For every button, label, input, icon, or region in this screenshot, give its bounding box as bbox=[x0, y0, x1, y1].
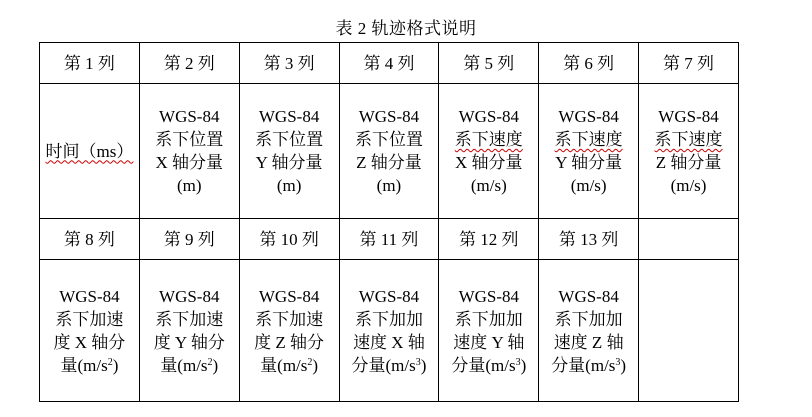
description-cell bbox=[40, 84, 140, 219]
description-cell bbox=[239, 84, 339, 219]
unit-text: 分量(m/s bbox=[551, 355, 616, 375]
cell-line: (m/s) bbox=[570, 176, 607, 195]
cell-line: X 轴分量 bbox=[155, 153, 224, 172]
description-cell bbox=[439, 84, 539, 219]
description-cell bbox=[139, 84, 239, 219]
header-row-1 bbox=[40, 43, 739, 84]
cell-line: 系下加速 bbox=[155, 309, 224, 329]
cell-line: WGS-84 bbox=[258, 286, 320, 306]
cell-line: (m) bbox=[276, 176, 302, 195]
cell-line: 系下速度 bbox=[554, 130, 623, 149]
cell-line: Y 轴分量 bbox=[255, 153, 323, 172]
cell-line bbox=[441, 354, 536, 377]
cell-line bbox=[142, 354, 237, 377]
column-header: 第 2 列 bbox=[139, 43, 239, 84]
description-cell bbox=[40, 260, 140, 402]
cell-line: 系下加加 bbox=[354, 309, 423, 329]
cell-line: 系下位置 bbox=[354, 130, 423, 149]
cell-line: 系下位置 bbox=[155, 130, 224, 149]
cell-line: 系下加加 bbox=[454, 309, 523, 329]
cell-line: WGS-84 bbox=[458, 107, 520, 126]
column-header: 第 7 列 bbox=[639, 43, 739, 84]
description-row-2 bbox=[40, 260, 739, 402]
column-header: 第 12 列 bbox=[439, 219, 539, 260]
trajectory-format-table bbox=[39, 42, 739, 402]
unit-text: 量(m/s bbox=[260, 355, 308, 375]
cell-line: 系下速度 bbox=[454, 130, 523, 149]
cell-line: 时间（ms） bbox=[45, 141, 134, 161]
description-cell bbox=[439, 260, 539, 402]
cell-line: WGS-84 bbox=[258, 107, 320, 126]
column-header: 第 10 列 bbox=[239, 219, 339, 260]
unit-text: 分量(m/s bbox=[451, 355, 516, 375]
cell-line: WGS-84 bbox=[458, 286, 520, 306]
cell-line: WGS-84 bbox=[658, 107, 719, 126]
description-cell bbox=[539, 84, 639, 219]
cell-line bbox=[342, 354, 437, 377]
unit-close: ) bbox=[520, 355, 527, 375]
unit-exponent: 2 bbox=[107, 356, 113, 368]
header-row-2 bbox=[40, 219, 739, 260]
unit-exponent: 2 bbox=[207, 356, 213, 368]
column-header: 第 6 列 bbox=[539, 43, 639, 84]
unit-close: ) bbox=[312, 355, 319, 375]
cell-line: WGS-84 bbox=[558, 107, 619, 126]
description-cell bbox=[339, 260, 439, 402]
cell-line: WGS-84 bbox=[159, 286, 220, 306]
description-cell bbox=[239, 260, 339, 402]
cell-line: 系下位置 bbox=[255, 130, 324, 149]
column-header: 第 8 列 bbox=[40, 219, 140, 260]
column-header: 第 3 列 bbox=[239, 43, 339, 84]
cell-line: 系下加加 bbox=[554, 309, 623, 329]
empty-description-cell bbox=[639, 260, 739, 402]
column-header: 第 5 列 bbox=[439, 43, 539, 84]
unit-text: 分量(m/s bbox=[351, 355, 416, 375]
cell-line: (m) bbox=[376, 176, 402, 195]
cell-line: Z 轴分量 bbox=[655, 153, 722, 172]
cell-line: 度 Z 轴分 bbox=[254, 332, 325, 352]
unit-exponent: 3 bbox=[615, 356, 621, 368]
cell-line: (m/s) bbox=[670, 176, 707, 195]
cell-line: 度 X 轴分 bbox=[53, 332, 126, 352]
table-caption: 表 2 轨迹格式说明 bbox=[335, 19, 477, 38]
cell-line: X 轴分量 bbox=[455, 153, 523, 172]
description-cell bbox=[639, 84, 739, 219]
cell-line: WGS-84 bbox=[558, 286, 619, 306]
cell-line: WGS-84 bbox=[358, 286, 420, 306]
cell-line: 度 Y 轴分 bbox=[153, 332, 225, 352]
cell-line bbox=[541, 354, 636, 377]
column-header: 第 9 列 bbox=[139, 219, 239, 260]
description-row-1 bbox=[40, 84, 739, 219]
unit-close: ) bbox=[212, 355, 219, 375]
unit-exponent: 3 bbox=[415, 356, 421, 368]
cell-line bbox=[42, 354, 137, 377]
cell-line: WGS-84 bbox=[159, 107, 220, 126]
cell-line: 速度 Z 轴 bbox=[553, 332, 624, 352]
column-header: 第 1 列 bbox=[40, 43, 140, 84]
unit-close: ) bbox=[420, 355, 427, 375]
description-cell bbox=[139, 260, 239, 402]
unit-close: ) bbox=[620, 355, 627, 375]
unit-text: 量(m/s bbox=[60, 355, 108, 375]
cell-line: 速度 X 轴 bbox=[353, 332, 425, 352]
cell-line: 系下速度 bbox=[654, 130, 723, 149]
description-cell bbox=[539, 260, 639, 402]
description-cell bbox=[339, 84, 439, 219]
column-header: 第 4 列 bbox=[339, 43, 439, 84]
cell-line: WGS-84 bbox=[358, 107, 420, 126]
cell-line: 速度 Y 轴 bbox=[453, 332, 525, 352]
unit-text: 量(m/s bbox=[160, 355, 208, 375]
cell-line: Z 轴分量 bbox=[356, 153, 422, 172]
column-header: 第 11 列 bbox=[339, 219, 439, 260]
cell-line: 系下加速 bbox=[55, 309, 124, 329]
column-header: 第 13 列 bbox=[539, 219, 639, 260]
cell-line: (m/s) bbox=[470, 176, 507, 195]
cell-line: Y 轴分量 bbox=[555, 153, 623, 172]
cell-line: WGS-84 bbox=[59, 286, 120, 306]
cell-line: (m) bbox=[176, 176, 202, 195]
unit-close: ) bbox=[112, 355, 119, 375]
unit-exponent: 2 bbox=[307, 356, 313, 368]
empty-header-cell bbox=[639, 219, 739, 260]
unit-exponent: 3 bbox=[515, 356, 521, 368]
cell-line: 系下加速 bbox=[255, 309, 324, 329]
cell-line bbox=[242, 354, 337, 377]
